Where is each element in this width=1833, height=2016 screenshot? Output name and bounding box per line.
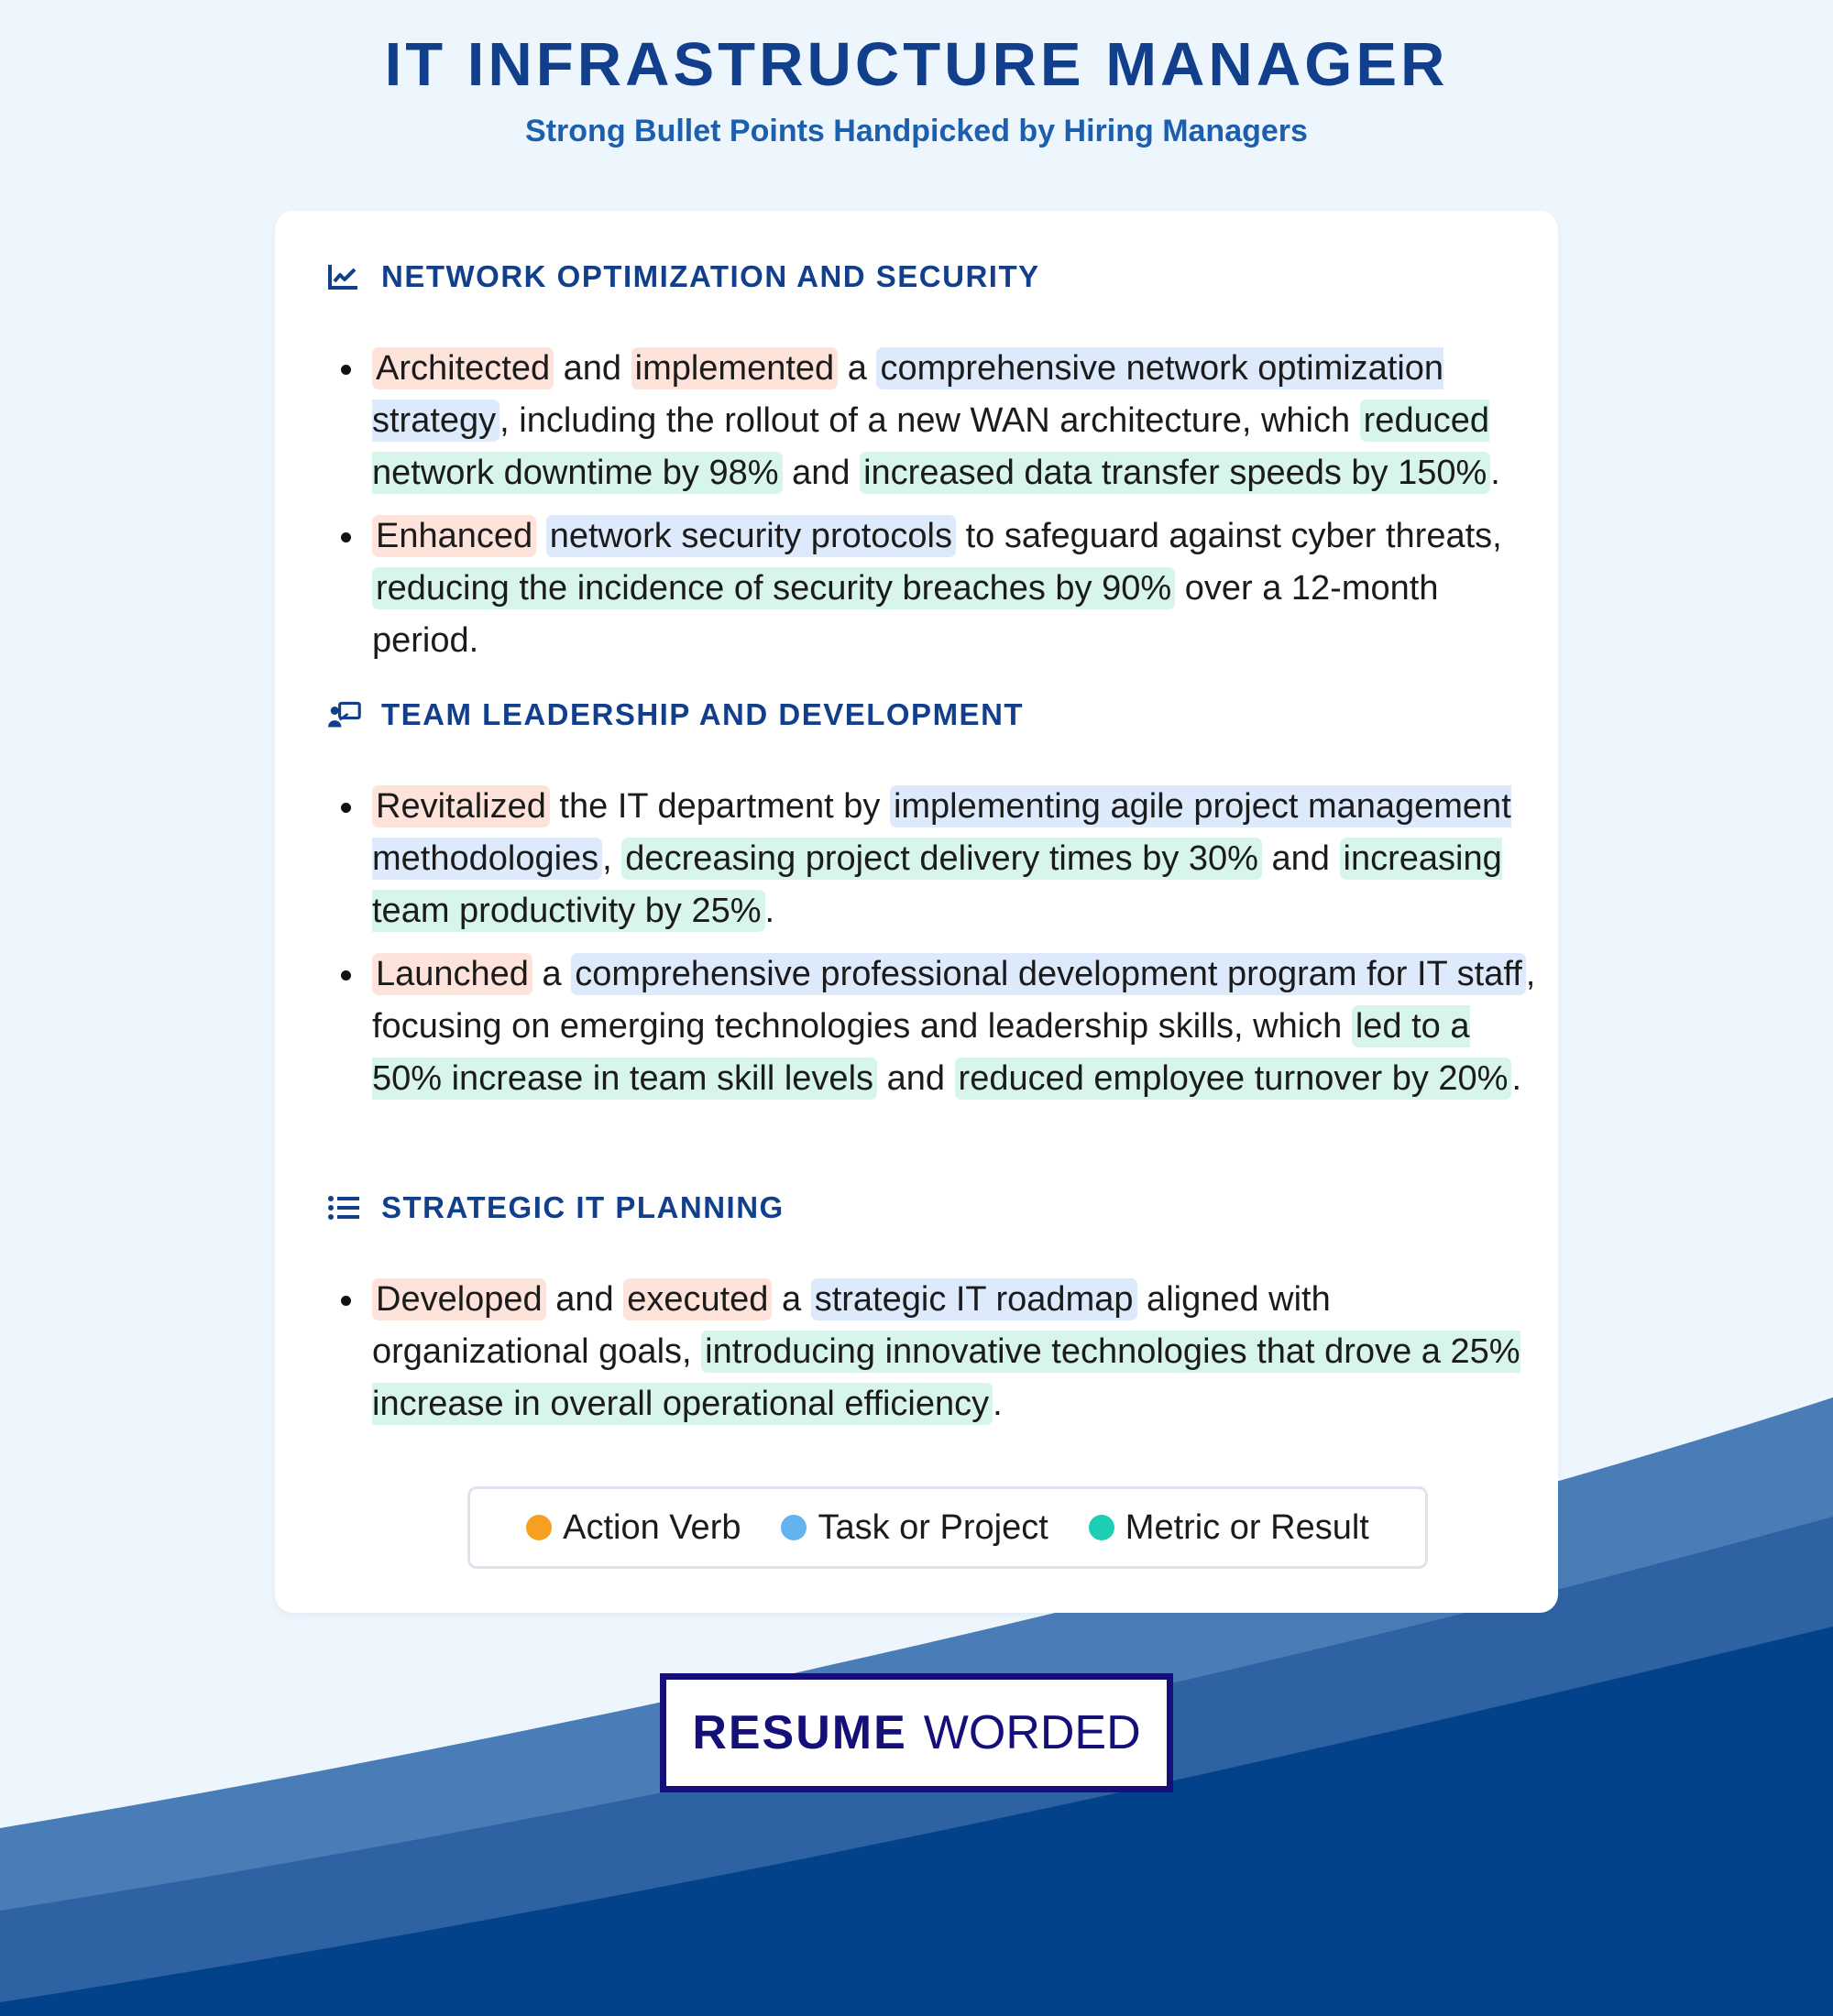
bullet-text: , [602, 839, 622, 878]
section-network-optimization [328, 249, 1538, 678]
legend-item-metric-or-result [1089, 1508, 1369, 1548]
bullet-text: , focusing on emerging technologies and leadership skills, which [372, 955, 1536, 1046]
legend-item-task-or-project [781, 1508, 1048, 1548]
section-header [328, 1180, 1538, 1235]
task-highlight: comprehensive network optimization strategy [372, 349, 1444, 440]
bullet-text: . [1511, 1059, 1522, 1098]
metric-highlight: introducing innovative technologies that drove a 25% increase in overall operational efficiency [372, 1332, 1520, 1423]
bullet-text: the IT department by [549, 787, 890, 826]
metric-highlight: increasing team productivity by 25% [372, 839, 1502, 930]
legend-item-action-verb [526, 1508, 741, 1548]
resume-worded-logo[interactable] [660, 1673, 1173, 1792]
page-title: IT INFRASTRUCTURE MANAGER [384, 30, 1449, 99]
metric-highlight: reduced employee turnover by 20% [955, 1057, 1512, 1100]
bullet-text: and [877, 1059, 955, 1098]
action-verb-highlight: Enhanced [372, 515, 536, 557]
bullet-text: , including the rollout of a new WAN architecture, which [499, 401, 1360, 440]
legend-label: Metric or Result [1125, 1507, 1369, 1547]
bullet-text: and [545, 1280, 624, 1319]
bullet-point [328, 1274, 1538, 1430]
section-header [328, 249, 1538, 304]
section-strategic-planning [328, 1180, 1538, 1441]
bullet-text: and [1261, 839, 1340, 878]
metric-highlight: increased data transfer speeds by 150% [860, 452, 1490, 494]
bullet-text: and [554, 349, 631, 388]
action-verb-highlight: Architected [372, 347, 554, 389]
logo-word-worded: WORDED [923, 1706, 1141, 1759]
section-title: TEAM LEADERSHIP AND DEVELOPMENT [381, 697, 1025, 731]
bullet-text: to safeguard against cyber threats, [956, 517, 1502, 555]
task-highlight: strategic IT roadmap [811, 1278, 1137, 1320]
section-title: STRATEGIC IT PLANNING [381, 1190, 785, 1224]
bullet-point [328, 510, 1538, 667]
bullet-text: a [838, 349, 877, 388]
task-highlight: comprehensive professional development program for IT staff [571, 953, 1526, 995]
metric-or-result-dot-icon [1089, 1515, 1114, 1540]
action-verb-highlight: Launched [372, 953, 532, 995]
legend [467, 1486, 1428, 1569]
legend-label: Task or Project [818, 1507, 1048, 1547]
line-chart-icon [328, 260, 361, 293]
list-icon [328, 1191, 361, 1224]
bullet-point [328, 948, 1538, 1105]
bullet-text: and [782, 454, 861, 492]
bullet-point [328, 343, 1538, 499]
task-highlight: implementing agile project management methodologies [372, 787, 1511, 878]
task-or-project-dot-icon [781, 1515, 807, 1540]
section-header [328, 687, 1538, 742]
bullet-point [328, 781, 1538, 937]
metric-highlight: decreasing project delivery times by 30% [621, 838, 1262, 880]
action-verb-dot-icon [526, 1515, 552, 1540]
page-subtitle: Strong Bullet Points Handpicked by Hiring Managers [525, 114, 1308, 148]
action-verb-highlight: Developed [372, 1278, 546, 1320]
bullet-text: . [993, 1385, 1003, 1423]
bullet-text: . [1490, 454, 1500, 492]
bullet-list [328, 343, 1538, 667]
metric-highlight: reducing the incidence of security breaches by 90% [372, 567, 1175, 609]
legend-label: Action Verb [563, 1507, 741, 1547]
section-title: NETWORK OPTIMIZATION AND SECURITY [381, 259, 1040, 293]
bullet-list [328, 781, 1538, 1105]
task-highlight: network security protocols [546, 515, 956, 557]
action-verb-highlight: Revitalized [372, 785, 550, 827]
bullet-points-card [275, 211, 1558, 1613]
logo-word-resume: RESUME [692, 1706, 907, 1759]
action-verb-highlight: implemented [631, 347, 839, 389]
presenter-icon [328, 698, 361, 731]
bullet-text [536, 517, 546, 555]
bullet-text: over a 12-month period. [372, 569, 1439, 660]
bullet-list [328, 1274, 1538, 1430]
section-team-leadership [328, 687, 1538, 1116]
metric-highlight: reduced network downtime by 98% [372, 401, 1489, 492]
bullet-text: aligned with organizational goals, [372, 1280, 1331, 1371]
bullet-text: a [772, 1280, 811, 1319]
bullet-text: . [764, 892, 775, 930]
metric-highlight: led to a 50% increase in team skill levels [372, 1007, 1470, 1098]
bullet-text: a [532, 955, 572, 993]
action-verb-highlight: executed [623, 1278, 772, 1320]
